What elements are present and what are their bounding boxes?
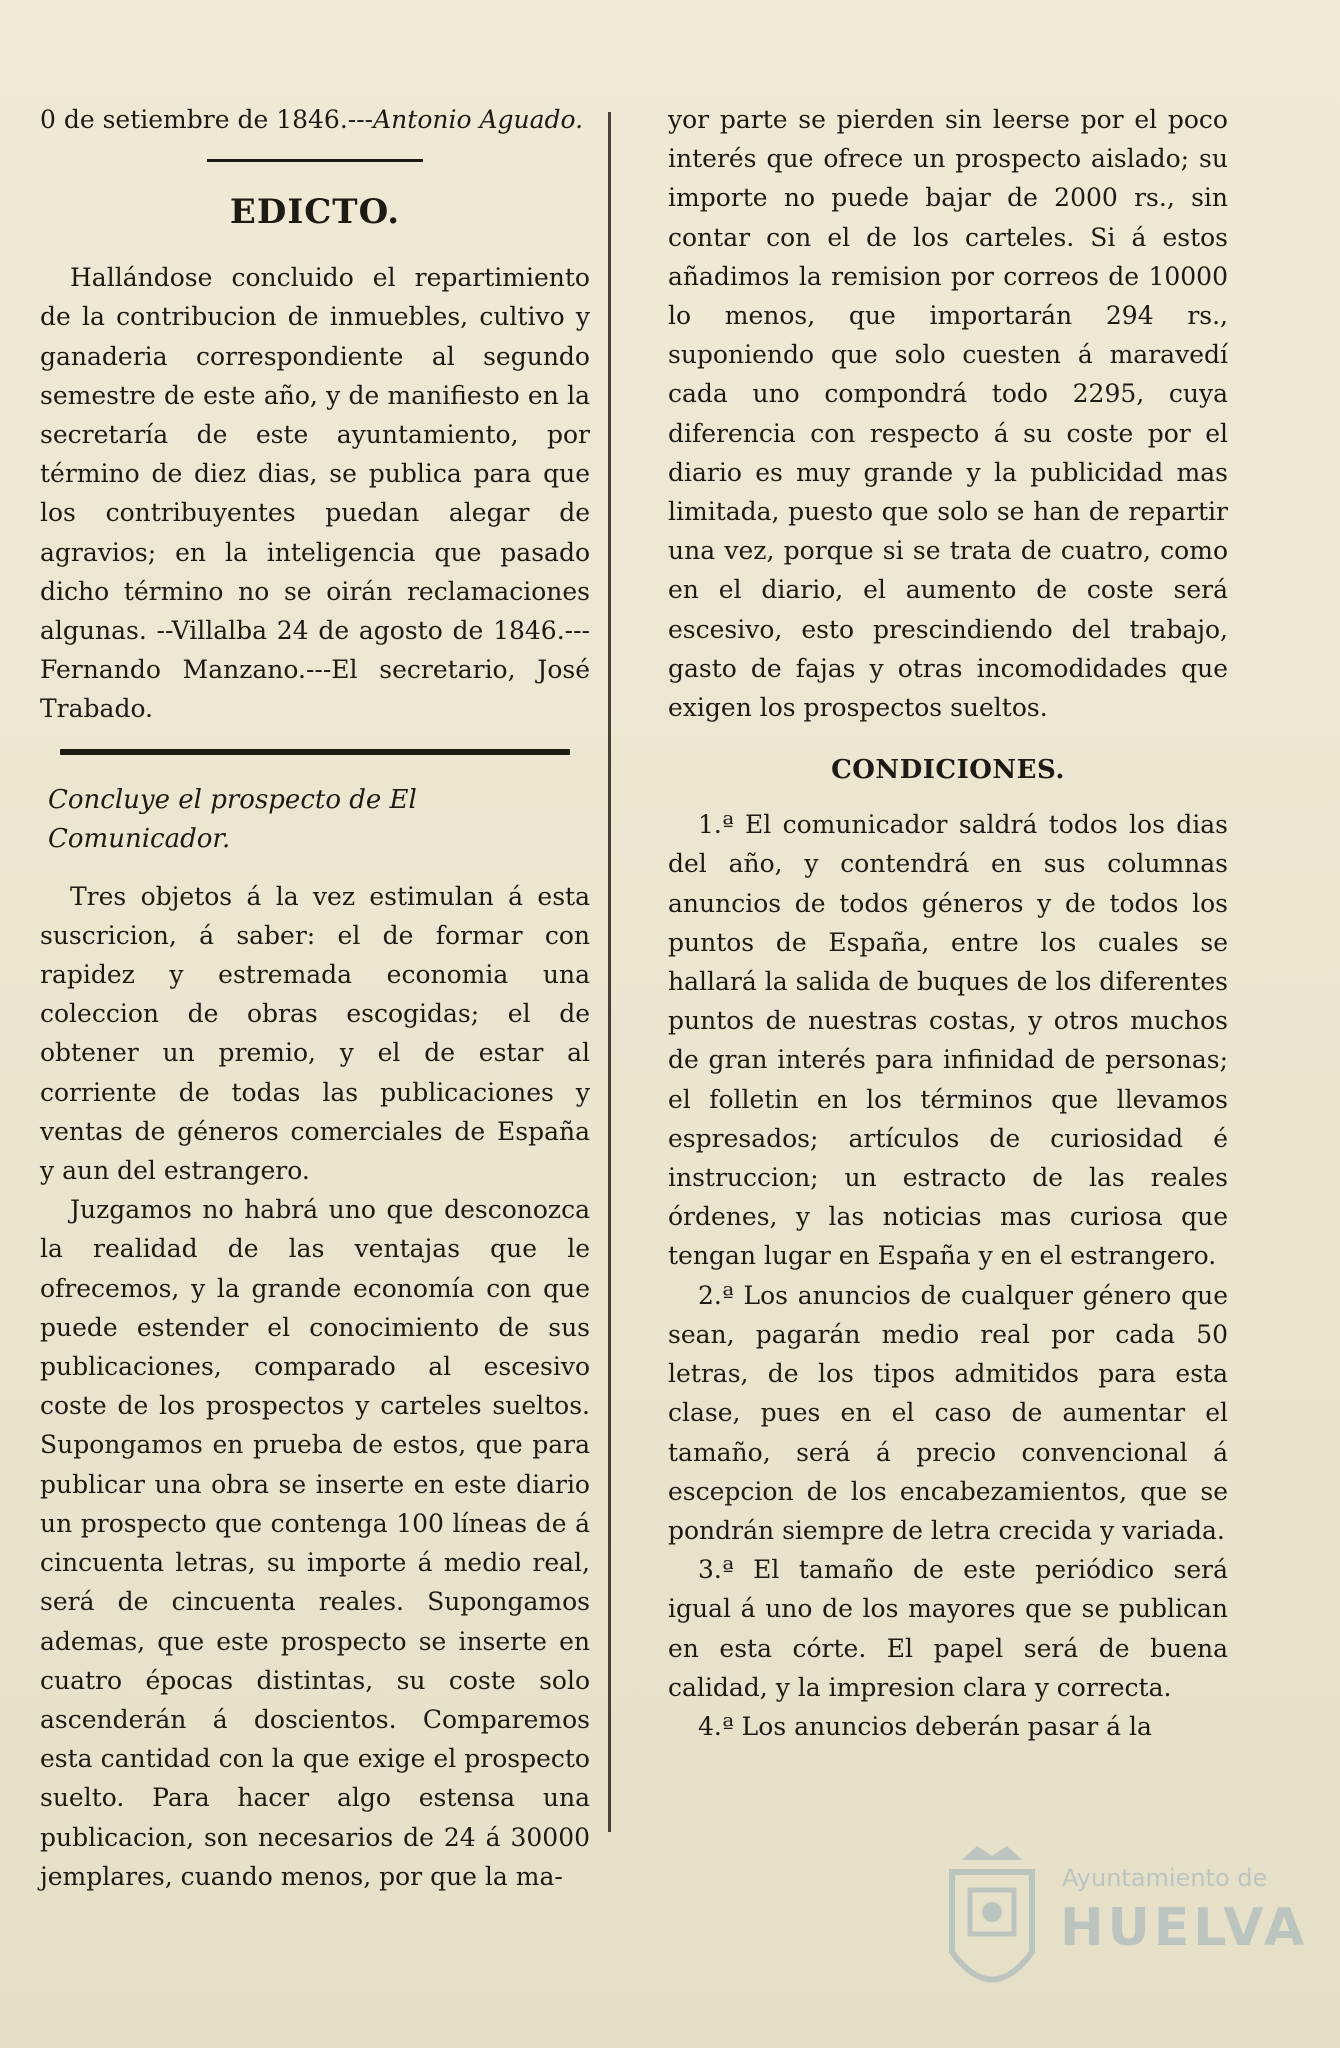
column-divider: [608, 112, 611, 1832]
edicto-body: Hallándose concluido el repartimiento de la contribucion de inmuebles, cultivo y ganaderia correspondiente al segundo semestre de este año, y de manifiesto en la secretaría de este ayuntamiento, por término de diez dias, se publica para que los contribuyentes puedan alegar de agravios; en la inteligencia que pasado dicho término no se oirán reclamaciones algunas. --Villalba 24 de agosto de 1846.---Fernando Manzano.---El secretario, José Trabado.: [40, 263, 590, 724]
dateline: [40, 100, 590, 139]
edicto-heading: EDICTO.: [229, 192, 401, 233]
conditions-heading: CONDICIONES.: [831, 755, 1065, 786]
dateline-text: 0 de setiembre de 1846.---: [40, 105, 374, 134]
signature: Antonio Aguado.: [373, 105, 584, 134]
section-divider: [60, 749, 570, 755]
right-column: [668, 100, 1228, 1746]
condition-2: 2.ª Los anuncios de cualquer género que sean, pagarán medio real por cada 50 letras, de los tipos admitidos para esta clase, pues en el caso de aumentar el tamaño, será á precio convencional á escepcion de los encabezamientos, que se pondrán siempre de letra crecida y variada.: [668, 1280, 1228, 1545]
watermark-line2: HUELVA: [1060, 1898, 1309, 1958]
prospecto-title: Concluye el prospecto de El Comunicador.: [48, 784, 417, 854]
prospecto-paragraph-1: Tres objetos á la vez estimulan á esta suscricion, á saber: el de formar con rapidez y estremada economia una coleccion de obras escogidas; el de obtener un premio, y el de estar al corriente de todas las publicaciones y ventas de géneros comerciales de España y aun del estrangero.: [40, 881, 590, 1186]
section-rule: [207, 159, 423, 162]
watermark-line1: Ayuntamiento de: [1062, 1864, 1268, 1892]
crest-icon: [932, 1842, 1052, 2012]
prospecto-continued: yor parte se pierden sin leerse por el poco interés que ofrece un prospecto aislado; su importe no puede bajar de 2000 rs., sin contar con el de los carteles. Si á estos añadimos la remision por correos de 10000 lo menos, que importarán 294 rs., suponiendo que solo cuesten á maravedí cada uno compondrá todo 2295, cuya diferencia con respecto á su coste por el diario es muy grande y la publicidad mas limitada, puesto que solo se han de repartir una vez, porque si se trata de cuatro, como en el diario, el aumento de coste será escesivo, esto prescindiendo del trabajo, gasto de fajas y otras incomodidades que exigen los prospectos sueltos.: [668, 105, 1228, 723]
left-column: [40, 100, 590, 1896]
condition-3: 3.ª El tamaño de este periódico será igual á uno de los mayores que se publican en esta córte. El papel será de buena calidad, y la impresion clara y correcta.: [668, 1555, 1228, 1702]
prospecto-paragraph-2: Juzgamos no habrá uno que desconozca la realidad de las ventajas que le ofrecemos, y la grande economía con que puede estender el conocimiento de sus publicaciones, comparado al escesivo coste de los prospectos y carteles sueltos. Supongamos en prueba de estos, que para publicar una obra se inserte en este diario un prospecto que contenga 100 líneas de á cincuenta letras, su importe á medio real, será de cincuenta reales. Supongamos ademas, que este prospecto se inserte en cuatro épocas distintas, su coste solo ascenderán á doscientos. Comparemos esta cantidad con la que exige el prospecto suelto. Para hacer algo estensa una publicacion, son necesarios de 24 á 30000 jemplares, cuando menos, por que la ma-: [40, 1195, 590, 1891]
archive-watermark: [922, 1842, 1309, 2022]
condition-1: 1.ª El comunicador saldrá todos los dias del año, y contendrá en sus columnas anuncios de todos géneros y de todos los puntos de España, entre los cuales se hallará la salida de buques de los diferentes puntos de nuestras costas, y otros muchos de gran interés para infinidad de personas; el folletin en los términos que llevamos espresados; artículos de curiosidad é instruccion; un estracto de las reales órdenes, y las noticias mas curiosa que tengan lugar en España y en el estrangero.: [668, 810, 1228, 1271]
condition-4: 4.ª Los anuncios deberán pasar á la: [698, 1711, 1152, 1741]
